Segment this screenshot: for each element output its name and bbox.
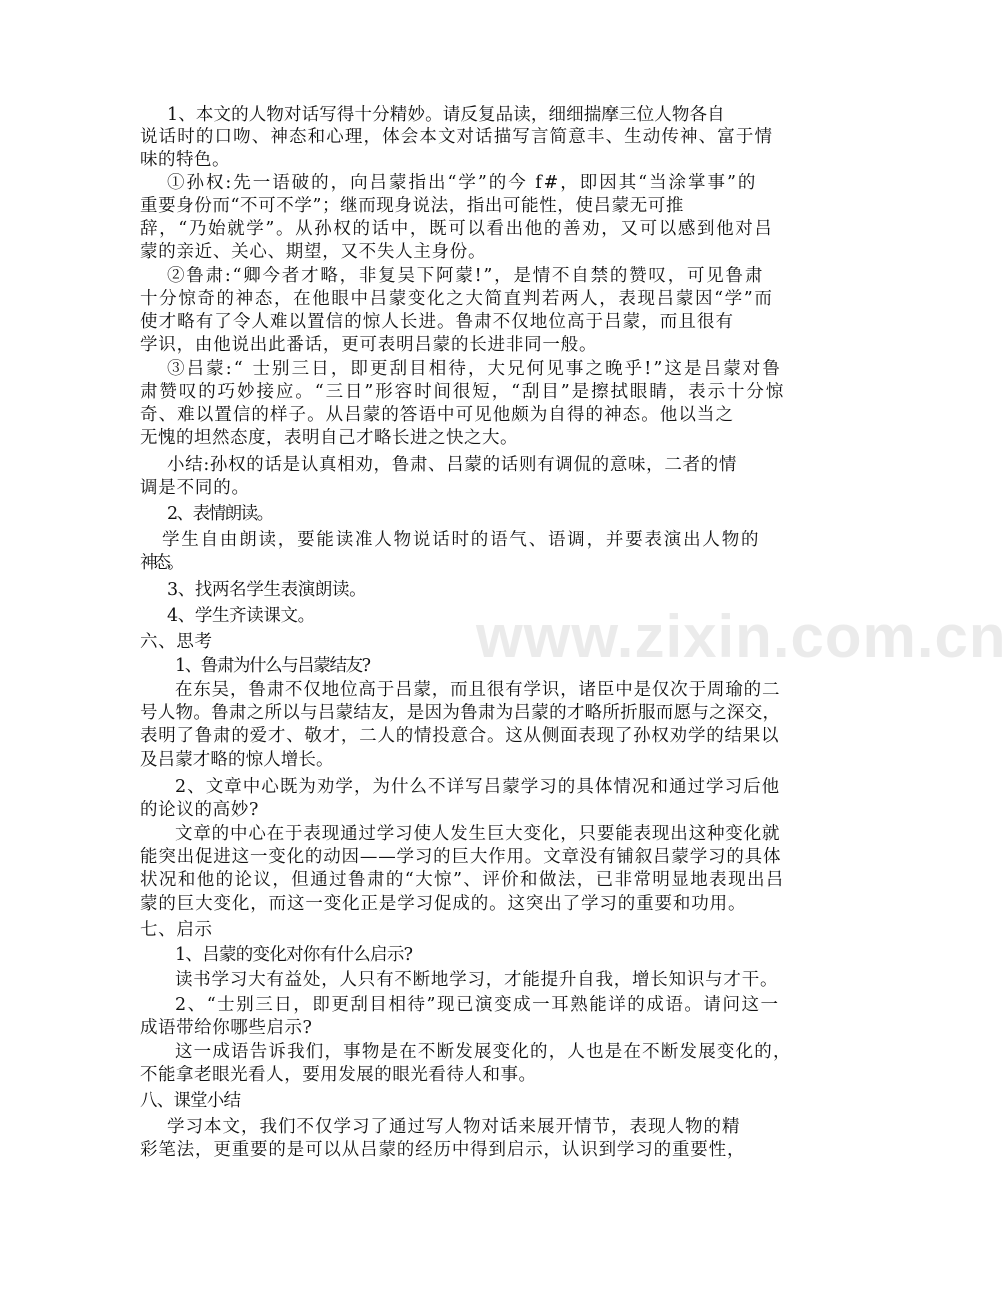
text-line: 读书学习大有益处，人只有不断地学习，才能提升自我，增长知识与才干。 bbox=[175, 970, 779, 990]
text-line: 这一成语告诉我们，事物是在不断发展变化的，人也是在不断发展变化的， bbox=[175, 1042, 792, 1062]
text-line: 文章的中心在于表现通过学习使人发生巨大变化，只要能表现出这种变化就 bbox=[175, 824, 781, 844]
text-line: 八、课堂小结 bbox=[140, 1091, 241, 1111]
text-line: 2、“士别三日，即更刮目相待”现已演变成一耳熟能详的成语。请问这一 bbox=[175, 995, 780, 1015]
text-line: 4、学生齐读课文。 bbox=[167, 606, 315, 626]
text-line: 味的特色。 bbox=[140, 150, 230, 170]
text-line: 辞，“乃始就学”。从孙权的话中，既可以看出他的善劝，又可以感到他对吕 bbox=[140, 219, 774, 239]
text-line: 成语带给你哪些启示? bbox=[140, 1018, 313, 1038]
text-line: 1、本文的人物对话写得十分精妙。请反复品读，细细揣摩三位人物各自 bbox=[167, 105, 725, 125]
watermark: www.zixin.com.cn bbox=[476, 603, 1007, 670]
text-line: 十分惊奇的神态，在他眼中吕蒙变化之大简直判若两人，表现吕蒙因“学”而 bbox=[140, 289, 774, 309]
text-line: 在东吴，鲁肃不仅地位高于吕蒙，而且很有学识，诸臣中是仅次于周瑜的二 bbox=[175, 680, 781, 700]
text-line: 说话时的口吻、神态和心理，体会本文对话描写言简意丰、生动传神、富于情 bbox=[140, 127, 774, 147]
text-line: 奇、难以置信的样子。从吕蒙的答语中可见他颇为自得的神态。他以当之 bbox=[140, 405, 735, 425]
text-line: 重要身份而“不可不学”；继而现身说法，指出可能性，使吕蒙无可推 bbox=[140, 196, 684, 216]
text-line: 七、启示 bbox=[140, 920, 213, 940]
text-line: ①孙权:先一语破的，向吕蒙指出“学”的今 f#，即因其“当涂掌事”的 bbox=[167, 173, 758, 193]
text-line: 使才略有了令人难以置信的惊人长进。鲁肃不仅地位高于吕蒙，而且很有 bbox=[140, 312, 735, 332]
text-line: 状况和他的论议，但通过鲁肃的“大惊”、评价和做法，已非常明显地表现出吕 bbox=[140, 870, 785, 890]
text-line: 学识，由他说出此番话，更可表明吕蒙的长进非同一般。 bbox=[140, 335, 598, 355]
text-line: 神态。 bbox=[140, 553, 181, 573]
text-line: 调是不同的。 bbox=[140, 478, 250, 498]
text-line: 的论议的高妙? bbox=[140, 800, 260, 820]
text-line: 无愧的坦然态度，表明自己才略长进之快之大。 bbox=[140, 428, 518, 448]
text-line: 号人物。鲁肃之所以与吕蒙结友，是因为鲁肃为吕蒙的才略所折服而愿与之深交， bbox=[140, 703, 781, 723]
text-line: 蒙的巨大变化，而这一变化正是学习促成的。这突出了学习的重要和功用。 bbox=[140, 894, 747, 914]
text-line: 不能拿老眼光看人，要用发展的眼光看待人和事。 bbox=[140, 1065, 537, 1085]
text-line: 1、吕蒙的变化对你有什么启示? bbox=[175, 945, 413, 965]
text-line: 表明了鲁肃的爱才、敬才，二人的情投意合。这从侧面表现了孙权劝学的结果以 bbox=[140, 726, 780, 746]
text-line: 彩笔法，更重要的是可以从吕蒙的经历中得到启示，认识到学习的重要性， bbox=[140, 1140, 746, 1160]
text-line: 及吕蒙才略的惊人增长。 bbox=[140, 750, 334, 770]
text-line: 小结:孙权的话是认真相劝，鲁肃、吕蒙的话则有调侃的意味，二者的情 bbox=[167, 455, 738, 475]
text-line: ②鲁肃:“卿今者才略，非复吴下阿蒙!”，是情不自禁的赞叹，可见鲁肃 bbox=[167, 266, 765, 286]
text-line: 蒙的亲近、关心、期望，又不失人主身份。 bbox=[140, 242, 487, 262]
text-line: 六、思考 bbox=[140, 632, 213, 652]
text-line: 能突出促进这一变化的动因——学习的巨大作用。文章没有铺叙吕蒙学习的具体 bbox=[140, 847, 782, 867]
text-line: 2、文章中心既为劝学，为什么不详写吕蒙学习的具体情况和通过学习后他 bbox=[175, 777, 781, 797]
text-line: 肃赞叹的巧妙接应。“三日”形容时间很短，“刮目”是擦拭眼睛，表示十分惊 bbox=[140, 382, 786, 402]
text-line: 学生自由朗读，要能读准人物说话时的语气、语调，并要表演出人物的 bbox=[162, 530, 761, 550]
text-line: 1、鲁肃为什么与吕蒙结友? bbox=[175, 656, 370, 676]
text-line: 2、表情朗读。 bbox=[167, 504, 273, 524]
text-line: ③吕蒙:“ 士别三日，即更刮目相待，大兄何见事之晚乎!”这是吕蒙对鲁 bbox=[167, 359, 782, 379]
text-line: 3、找两名学生表演朗读。 bbox=[167, 580, 367, 600]
text-line: 学习本文，我们不仅学习了通过写人物对话来展开情节，表现人物的精 bbox=[167, 1117, 741, 1137]
